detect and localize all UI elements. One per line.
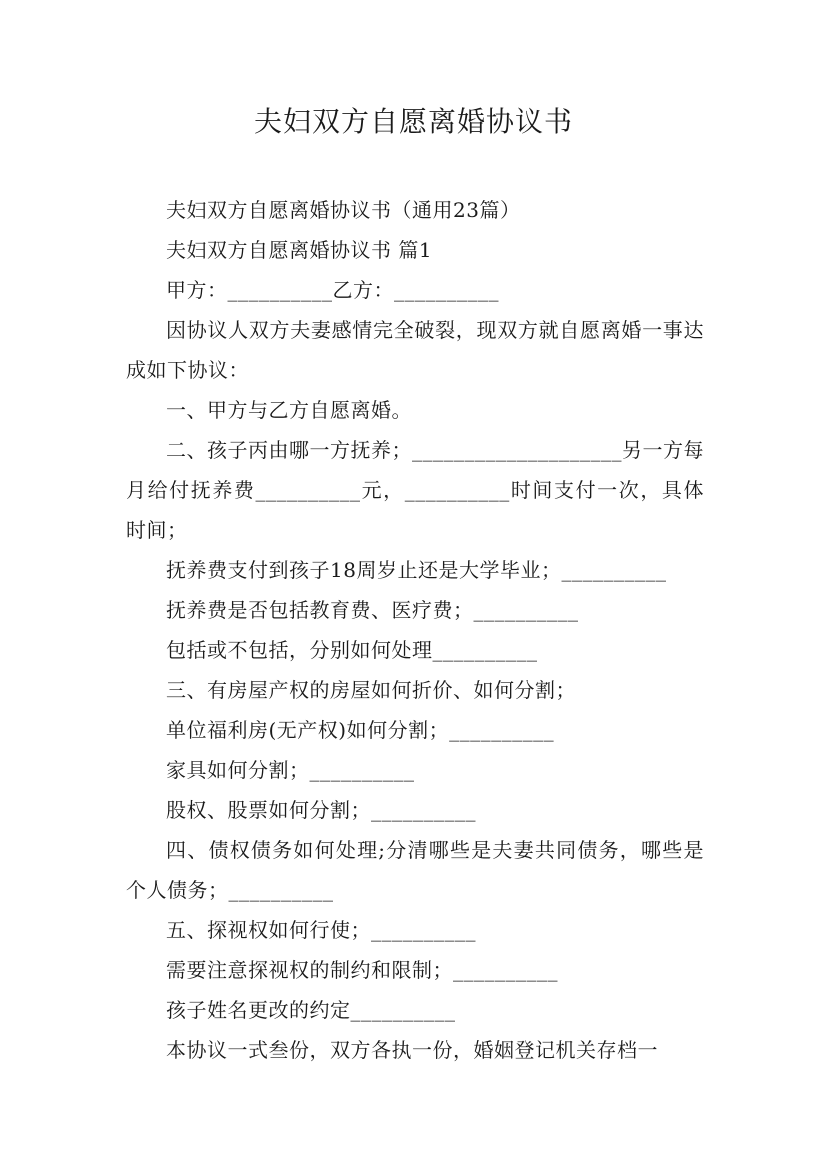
paragraph-equity: 股权、股票如何分割；__________ [166,798,476,822]
paragraph-clause-4: 四、债权债务如何处理;分清哪些是夫妻共同债务，哪些是个人债务；__________ [126,838,704,902]
paragraph-support-handling: 包括或不包括，分别如何处理__________ [166,638,538,662]
paragraph-welfare-housing: 单位福利房(无产权)如何分割；__________ [166,718,555,742]
paragraph-clause-1: 一、甲方与乙方自愿离婚。 [166,398,412,422]
paragraph-section-heading: 夫妇双方自愿离婚协议书 篇1 [166,238,433,262]
paragraph-visitation-limits: 需要注意探视权的制约和限制；__________ [166,958,558,982]
paragraph-preamble: 因协议人双方夫妻感情完全破裂，现双方就自愿离婚一事达成如下协议： [126,318,704,382]
document-body [126,190,704,1070]
paragraph-parties: 甲方：__________乙方：__________ [166,278,499,302]
paragraph-copies: 本协议一式叁份，双方各执一份，婚姻登记机关存档一 [166,1038,658,1062]
paragraph-clause-5: 五、探视权如何行使；__________ [166,918,476,942]
paragraph-subtitle: 夫妇双方自愿离婚协议书（通用23篇） [166,198,521,222]
paragraph-furniture: 家具如何分割；__________ [166,758,415,782]
paragraph-clause-2: 二、孩子丙由哪一方抚养；____________________另一方每月给付抚养费__________元，__________时间支付一次，具体时间； [126,438,704,542]
paragraph-support-scope: 抚养费是否包括教育费、医疗费；__________ [166,598,579,622]
paragraph-name-change: 孩子姓名更改的约定__________ [166,998,456,1022]
paragraph-support-duration: 抚养费支付到孩子18周岁止还是大学毕业；__________ [166,558,667,582]
paragraph-clause-3: 三、有房屋产权的房屋如何折价、如何分割； [166,678,576,702]
document-title: 夫妇双方自愿离婚协议书 [253,105,573,138]
